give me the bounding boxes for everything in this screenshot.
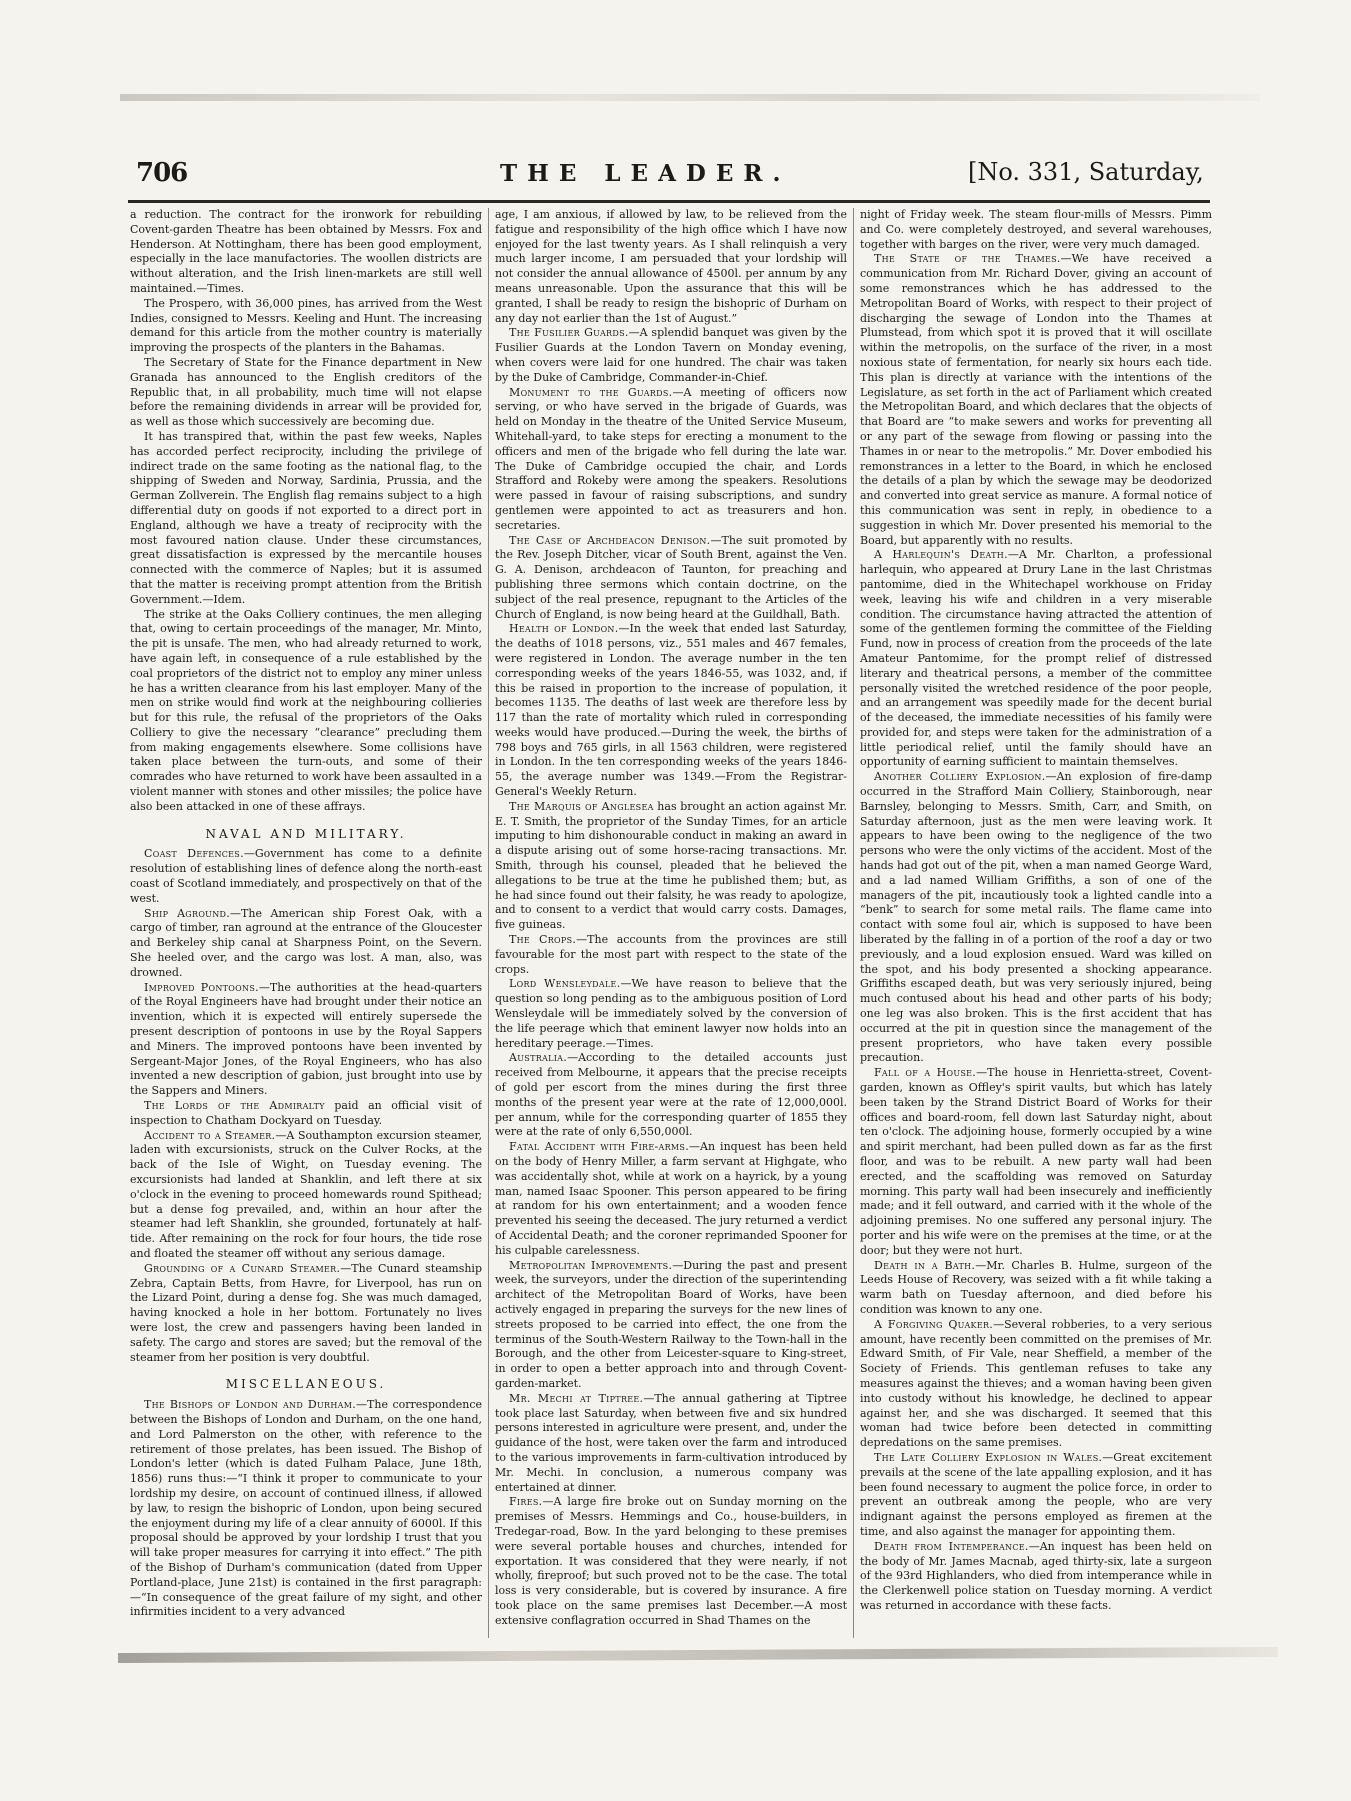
article-headline: The Crops. [509,933,577,947]
article-paragraph [495,1495,847,1628]
article-text: —Government has come to a definite resolution of establishing lines of defence along the north-east coast of Scotland immediately, and prospectively on that of the west. [130,847,482,905]
article-paragraph [130,430,482,608]
article-headline: The Bishops of London and Durham. [144,1398,357,1412]
article-text: —The Cunard steamship Zebra, Captain Betts, from Havre, for Liverpool, has run on the Lizard Point, during a dense fog. She was much damaged, having knocked a hole in her bottom. Fortunately no lives were lost, the crew and passengers having been landed in safety. The cargo and stores are saved; but the removal of the steamer from her position is very doubtful. [130,1261,482,1364]
article-headline: Grounding of a Cunard Steamer. [144,1261,341,1275]
column-1 [130,208,482,1638]
article-headline: Australia. [509,1051,568,1065]
article-paragraph [495,1051,847,1140]
article-text: a reduction. The contract for the ironwork for rebuilding Covent-garden Theatre has been obtained by Messrs. Fox and Henderson. At Nottingham, there has been good employment, especially in the lace manufactories. The woollen districts are without alteration, and the Irish linen-markets are still well maintained.—Times. [130,208,482,295]
article-paragraph [130,1099,482,1129]
article-paragraph [495,1392,847,1496]
article-paragraph [860,1540,1212,1614]
masthead: THE LEADER. [500,160,791,187]
article-paragraph [495,933,847,977]
article-paragraph [130,297,482,356]
article-headline: Monument to the Guards. [509,385,673,399]
article-text: —The house in Henrietta-street, Covent-garden, known as Offley's spirit vaults, but which has lately been taken by the Strand District Board of Works for their offices and board-room, fell down last Saturday night, about ten o'clock. The adjoining house, formerly occupied by a wine and spirit merchant, had been pulled down as far as the first floor, and was to be rebuilt. A new party wall had been erected, and the scaffolding was removed on Saturday morning. This party wall had been insecurely and inefficiently made; and it fell outward, and carried with it the whole of the adjoining premises. No one suffered any personal injury. The porter and his wife were on the premises at the time, or at the door; but they were not hurt. [860,1066,1212,1257]
article-headline: Ship Aground. [144,906,231,920]
article-text: —The accounts from the provinces are still favourable for the most part with respect to the state of the crops. [495,933,847,976]
article-paragraph [130,356,482,430]
article-headline: Fatal Accident with Fire-arms. [509,1140,689,1154]
article-text: —An inquest has been held on the body of Mr. James Macnab, aged thirty-six, late a surgeon of the 93rd Highlanders, who died from intemperance while in the Clerkenwell police station on Tuesday morning. A verdict was returned in accordance with these facts. [860,1539,1212,1612]
article-text: —The authorities at the head-quarters of the Royal Engineers have had brought under their notice an invention, which it is expected will entirely supersede the present description of pontoons in use by the Royal Sappers and Miners. The improved pontoons have been invented by Sergeant-Major Jones, of the Royal Engineers, who has also invented a new description of gabion, just brought into use by the Sappers and Miners. [130,980,482,1098]
article-paragraph [495,1259,847,1392]
article-headline: The Fusilier Guards. [509,326,629,340]
page-edge-top [120,94,1260,101]
article-text: paid an official visit of inspection to Chatham Dockyard on Tuesday. [130,1099,482,1127]
article-text: The Prospero, with 36,000 pines, has arrived from the West Indies, consigned to Messrs. Keeling and Hunt. The increasing demand for this article from the mother country is materially improving the prospects of the planters in the Bahamas. [130,296,482,355]
article-text: —The annual gathering at Tiptree took place last Saturday, when between five and six hundred persons interested in agriculture were present, and, under the guidance of the host, were taken over the farm and introduced to the various improvements in farm-cultivation introduced by Mr. Mechi. In conclusion, a numerous company was entertained at dinner. [495,1391,847,1494]
article-text: has brought an action against Mr. E. T. Smith, the proprietor of the Sunday Times, for an article imputing to him dishonourable conduct in making an award in a dispute arising out of some horse-racing transactions. Mr. Smith, through his counsel, pleaded that he believed the allegations to be true at the time he published them; but, as he had since found out their falsity, he was ready to apologize, and to consent to a verdict that would carry costs. Damages, five guineas. [495,799,847,932]
article-paragraph [860,770,1212,1066]
article-paragraph [495,1140,847,1258]
article-text: —A splendid banquet was given by the Fusilier Guards at the London Tavern on Monday evening, when covers were laid for one hundred. The chair was taken by the Duke of Cambridge, Commander-in-Chief. [495,326,847,384]
page-number: 706 [136,158,188,188]
article-text: —Great excitement prevails at the scene of the late appalling explosion, and it has been found necessary to augment the police force, in order to prevent an outbreak among the people, who are very indignant against the persons employed as firemen at the time, and also against the manager for appointing them. [860,1450,1212,1538]
article-paragraph [130,907,482,981]
article-text: —In the week that ended last Saturday, the deaths of 1018 persons, viz., 551 males and 467 females, were registered in London. The average number in the ten corresponding weeks of the years 1846-55, was 1032, and, if this be raised in proportion to the increase of population, it becomes 1135. The deaths of last week are therefore less by 117 than the rate of mortality which ruled in corresponding weeks would have produced.—During the week, the births of 798 boys and 765 girls, in all 1563 children, were registered in London. In the ten corresponding weeks of the years 1846-55, the average number was 1349.—From the Registrar-General's Weekly Return. [495,622,847,799]
article-paragraph [860,1451,1212,1540]
article-text: —A meeting of officers now serving, or who have served in the brigade of Guards, was held on Monday in the theatre of the United Service Museum, Whitehall-yard, to take steps for erecting a monument to the officers and men of the brigade who fell during the late war. The Duke of Cambridge occupied the chair, and Lords Strafford and Rokeby were among the speakers. Resolutions were passed in favour of raising subscriptions, and sundry gentlemen were appointed to act as treasurers and hon. secretaries. [495,385,847,532]
article-paragraph [130,208,482,297]
article-headline: Mr. Mechi at Tiptree. [509,1391,644,1405]
article-paragraph [495,326,847,385]
article-headline: Lord Wensleydale. [509,977,621,991]
article-text: age, I am anxious, if allowed by law, to be relieved from the fatigue and responsibility of the high office which I have now enjoyed for the last twenty years. As I shall relinquish a very much larger income, I am persuaded that your lordship will not consider the annual allowance of 4500l. per annum by any means unreasonable. Upon the assurance that this will be granted, I shall be ready to resign the bishopric of Durham on any day not earlier than the 1st of August.” [495,208,847,325]
article-headline: Death from Intemperance. [874,1539,1029,1553]
column-2 [495,208,847,1638]
issue-label: [No. 331, Saturday, [968,158,1204,186]
article-headline: The Late Colliery Explosion in Wales. [874,1450,1103,1464]
article-paragraph [495,534,847,623]
section-heading: MISCELLANEOUS. [225,1377,387,1392]
article-paragraph [860,252,1212,548]
article-paragraph [860,1259,1212,1318]
article-text: —A Southampton excursion steamer, laden with excursionists, struck on the Culver Rocks, at the back of the Isle of Wight, on Tuesday evening. The excursionists had landed at Shanklin, and left there at six o'clock in the evening to proceed homewards round Spithead; but a dense fog prevailed, and, within an hour after the steamer had left Shanklin, she grounded, fortunately at half-tide. After remaining on the rock for four hours, the tide rose and floated the steamer off without any serious damage. [130,1128,482,1260]
article-text: —The suit promoted by the Rev. Joseph Ditcher, vicar of South Brent, against the Ven. G. A. Denison, archdeacon of Taunton, for preaching and publishing three sermons which contain doctrine, on the subject of the real presence, repugnant to the Articles of the Church of England, is now being heard at the Guildhall, Bath. [495,533,847,621]
article-text: The strike at the Oaks Colliery continues, the men alleging that, owing to certain proceedings of the manager, Mr. Minto, the pit is unsafe. The men, who had already returned to work, have again left, in consequence of a rule established by the coal proprietors of the district not to employ any miner unless he has a written clearance from his last employer. Many of the men on strike would find work at the neighbouring collieries but for this rule, the refusal of the proprietors of the Oaks Colliery to give the necessary “clearance” precluding them from making engagements elsewhere. Some collisions have taken place between the turn-outs, and some of their comrades who have returned to work have been assaulted in a violent manner with stones and other missiles; the police have also been attacked in one of these affrays. [130,607,482,813]
article-headline: Fires. [509,1495,543,1509]
article-text: —During the past and present week, the surveyors, under the direction of the superintending architect of the Metropolitan Board of Works, have been actively engaged in preparing the surveys for the new lines of streets proposed to be carried into effect, the one from the terminus of the South-Western Railway to the Town-hall in the Borough, and the other from Leicester-square to King-street, in order to open a better approach into and through Covent-garden-market. [495,1258,847,1390]
page-edge-bottom [118,1647,1278,1663]
article-headline: A Forgiving Quaker. [874,1317,994,1331]
section-heading: NAVAL AND MILITARY. [205,826,407,841]
article-text: —We have reason to believe that the question so long pending as to the ambiguous position of Lord Wensleydale will be immediately solved by the conversion of the life peerage which that eminent lawyer now holds into an hereditary peerage.—Times. [495,977,847,1050]
article-headline: Improved Pontoons. [144,980,259,994]
article-paragraph [860,1318,1212,1451]
article-text: —Several robberies, to a very serious amount, have recently been committed on the premises of Mr. Edward Smith, of Fir Vale, near Sheffield, a member of the Society of Friends. This gentleman refuses to take any measures against the thieves; and a woman having been given into custody without his knowledge, he declined to appear against her, and she was discharged. It seemed that this woman had twice before been detected in committing depredations on the same premises. [860,1317,1212,1450]
article-paragraph [130,608,482,815]
article-paragraph [495,800,847,933]
header-rule [128,200,1210,203]
article-paragraph [860,548,1212,770]
article-text: night of Friday week. The steam flour-mills of Messrs. Pimm and Co. were completely destroyed, and several warehouses, together with barges on the river, were very much damaged. [860,208,1212,251]
article-paragraph [860,208,1212,252]
article-headline: Coast Defences. [144,847,244,861]
article-headline: Fall of a House. [874,1066,977,1080]
article-paragraph [130,1129,482,1262]
article-text: —The correspondence between the Bishops of London and Durham, on the one hand, and Lord Palmerston on the other, with reference to the retirement of those prelates, has been issued. The Bishop of London's letter (which is dated Fulham Palace, June 18th, 1856) runs thus:—“I think it proper to communicate to your lordship my desire, on account of continued illness, if allowed by law, to resign the bishopric of London, upon being secured the enjoyment during my life of a clear annuity of 6000l. If this proposal should be approved by your lordship I trust that you will take proper measures for carrying it into effect.” The pith of the Bishop of Durham's communication (dated from Upper Portland-place, June 21st) is contained in the first paragraph:—“In consequence of the great failure of my sight, and other infirmities incident to a very advanced [130,1398,482,1619]
article-headline: Death in a Bath. [874,1258,976,1272]
article-text: The Secretary of State for the Finance department in New Granada has announced to the English creditors of the Republic that, in all probability, much time will not elapse before the remaining dividends in arrear will be provided for, as well as those which successively are becoming due. [130,355,482,429]
page-header [130,158,1210,198]
article-paragraph [130,1262,482,1366]
article-text: —Mr. Charles B. Hulme, surgeon of the Leeds House of Recovery, was seized with a fit while taking a warm bath on Tuesday afternoon, and died before his condition was known to any one. [860,1258,1212,1316]
article-text: —A large fire broke out on Sunday morning on the premises of Messrs. Hemmings and Co., house-builders, in Tredegar-road, Bow. In the yard belonging to these premises were several portable houses and churches, intended for exportation. It was considered that they were nearly, if not wholly, fireproof; but such proved not to be the case. The total loss is very considerable, but is covered by insurance. A fire took place on the same premises last December.—A most extensive conflagration occurred in Shad Thames on the [495,1495,847,1627]
article-paragraph [860,1066,1212,1258]
article-text: It has transpired that, within the past few weeks, Naples has accorded perfect reciprocity, including the privilege of indirect trade on the same footing as the national flag, to the shipping of Sweden and Norway, Sardinia, Prussia, and the German Zollverein. The English flag remains subject to a high differential duty on goods if not exported to a direct port in England, although we have a treaty of reciprocity with the most favoured nation clause. Under these circumstances, great dissatisfaction is expressed by the mercantile houses connected with the commerce of Naples; but it is assumed that the matter is receiving prompt attention from the British Government.—Idem. [130,429,482,606]
article-paragraph [495,622,847,800]
article-paragraph [495,977,847,1051]
article-headline: Accident to a Steamer. [144,1128,276,1142]
article-headline: Metropolitan Improvements. [509,1258,673,1272]
article-paragraph [130,1398,482,1620]
article-paragraph [495,386,847,534]
article-headline: The State of the Thames. [874,252,1061,266]
article-text: —An inquest has been held on the body of Henry Miller, a farm servant at Highgate, who was accidentally shot, while at work on a hayrick, by a young man, named Isaac Spooner. This person appeared to be firing at random for his own entertainment; and a wooden fence prevented his seeing the deceased. The jury returned a verdict of Accidental Death; and the coroner reprimanded Spooner for his culpable carelessness. [495,1140,847,1257]
article-headline: The Case of Archdeacon Denison. [509,533,711,547]
article-headline: Another Colliery Explosion. [874,770,1046,784]
column-divider [853,208,854,1638]
article-headline: The Lords of the Admiralty [144,1099,325,1113]
article-headline: The Marquis of Anglesea [509,799,654,813]
article-paragraph [495,208,847,326]
column-divider [488,208,489,1638]
column-3 [860,208,1212,1638]
article-paragraph [130,847,482,906]
article-headline: Health of London. [509,622,619,636]
article-headline: A Harlequin's Death. [874,548,1008,562]
article-text: —According to the detailed accounts just received from Melbourne, it appears that the precise receipts of gold per escort from the mines during the first three months of the present year were at the rate of 12,000,000l. per annum, while for the corresponding quarter of 1855 they were at the rate of only 6,550,000l. [495,1051,847,1139]
article-text: —A Mr. Charlton, a professional harlequin, who appeared at Drury Lane in the last Christmas pantomime, died in the Whitechapel workhouse on Friday week, leaving his wife and children in a very miserable condition. The circumstance having attracted the attention of some of the gentlemen forming the committee of the Fielding Fund, now in process of creation from the proceeds of the late Amateur Pantomime, for the prompt relief of distressed literary and theatrical persons, a member of the committee personally visited the wretched residence of the poor people, and an arrangement was speedily made for the decent burial of the deceased, the immediate necessities of his family were provided for, and steps were taken for the administration of a little periodical relief, until the family should have an opportunity of earning sufficient to maintain themselves. [860,548,1212,769]
article-paragraph [130,981,482,1099]
article-text: —An explosion of fire-damp occurred in the Strafford Main Colliery, Stainborough, near Barnsley, belonging to Messrs. Smith, Carr, and Smith, on Saturday afternoon, just as the men were leaving work. It appears to have been owing to the negligence of the two persons who were the only victims of the accident. Most of the hands had got out of the pit, when a man named George Ward, and a lad named William Griffiths, a son of one of the managers of the pit, incautiously took a lighted candle into a “benk” to search for some metal rails. The flame came into contact with some foul air, which is supposed to have been liberated by the falling in of a portion of the roof a day or two previously, and a loud explosion ensued. Ward was killed on the spot, and his body presented a shocking appearance. Griffiths escaped death, but was very seriously injured, being much contused about his head and other parts of his body; one leg was also broken. This is the first accident that has occurred at the pit in question since the management of the present proprietors, who have taken every possible precaution. [860,770,1212,1065]
article-text: —We have received a communication from Mr. Richard Dover, giving an account of some remonstrances which he has addressed to the Metropolitan Board of Works, with respect to their project of discharging the sewage of London into the Thames at Plumstead, from which spot it is proved that it will oscillate within the metropolis, on the surface of the river, in a most noxious state of fermentation, for nearly six hours each tide. This plan is directly at variance with the intentions of the Legislature, as set forth in the act of Parliament which created the Metropolitan Board, and which declares that the objects of that Board are “to make sewers and works for preventing all or any part of the sewage from flowing or passing into the Thames in or near to the metropolis.” Mr. Dover embodied his remonstrances in a letter to the Board, in which he enclosed the details of a plan by which the sewage may be deodorized and converted into great service as manure. A formal notice of this communication was sent in reply, in obedience to a suggestion in which Mr. Dover presented his memorial to the Board, but apparently with no results. [860,252,1212,547]
article-text: —The American ship Forest Oak, with a cargo of timber, ran aground at the entrance of the Gloucester and Berkeley ship canal at Sharpness Point, on the Severn. She heeled over, and the cargo was lost. A man, also, was drowned. [130,906,482,979]
